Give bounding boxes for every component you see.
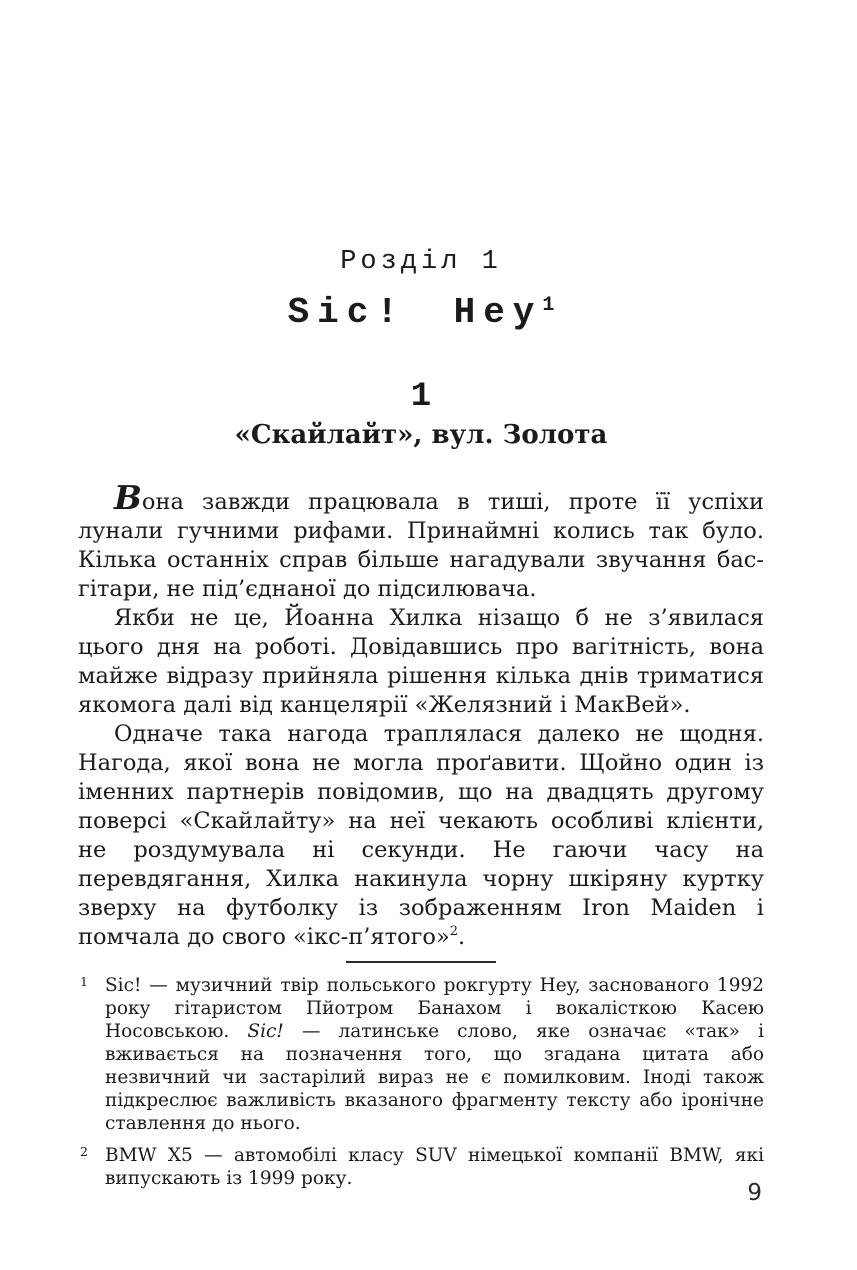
paragraph bbox=[78, 478, 764, 604]
paragraph-text-after-ref: . bbox=[458, 924, 466, 950]
footnote-italic-term: Sic! bbox=[247, 1021, 284, 1042]
page-number: 9 bbox=[747, 1180, 762, 1206]
footnote-separator bbox=[346, 961, 496, 963]
footnote-item bbox=[78, 1144, 764, 1190]
paragraph bbox=[78, 720, 764, 952]
paragraph-text: Одначе така нагода траплялася далеко не щодня. Нагода, якої вона не могла проґавити. Щойно один із іменних партнерів повідомив, що на двадцять другому поверсі «Скайлайту» на неї чекають особливі клієнти, не роздумувала ні секунди. Не гаючи часу на перевдягання, Хилка накинула чорну шкіряну куртку зверху на футболку із зображенням Iron Maiden і помчала до свого «ікс-п’ятого» bbox=[78, 721, 764, 950]
footnote-item bbox=[78, 974, 764, 1135]
footnote-reference: 2 bbox=[449, 924, 458, 939]
paragraph bbox=[78, 604, 764, 720]
footnote-text: Sic! — музичний твір польського рокгурту Hey, заснованого 1992 року гітаристом Пйотром Банахом і вокалісткою Касею Носовською. bbox=[105, 975, 764, 1042]
chapter-title bbox=[78, 292, 764, 334]
footnote-text: — латинське слово, яке означає «так» і вживається на позначення того, що згадана цитата або незвичний чи застарілий вираз не є помилковим. Іноді також підкреслює важливість вказаного фрагменту тексту або іронічне ставлення до нього. bbox=[105, 1021, 765, 1134]
chapter-title-text: Sic! Hey bbox=[287, 292, 543, 333]
chapter-title-footnote-ref: 1 bbox=[542, 294, 555, 317]
paragraph-text: она завжди працювала в тиші, проте її успіхи лунали гучними рифами. Принаймні колись так було. Кілька останніх справ більше нагадували звучання бас-гітари, не під’єднаної до підсилювача. bbox=[78, 489, 764, 602]
footnote-marker: 1 bbox=[80, 974, 88, 989]
footnote-text: BMW X5 — автомобілі класу SUV німецької компанії BMW, які випускають із 1999 року. bbox=[105, 1145, 764, 1189]
section-subtitle: «Скайлайт», вул. Золота bbox=[234, 420, 608, 450]
section-number: 1 bbox=[410, 378, 432, 416]
chapter-kicker: Розділ 1 bbox=[340, 247, 502, 277]
paragraph-text: Якби не це, Йоанна Хилка нізащо б не з’явилася цього дня на роботі. Довідавшись про вагітність, вона майже відразу прийняла рішення кілька днів триматися якомога далі від канцелярії «Желязний і МакВей». bbox=[78, 605, 764, 718]
paragraph-initial-letter: В bbox=[114, 478, 142, 517]
body-text bbox=[78, 478, 764, 952]
text-block bbox=[78, 0, 764, 1199]
footnotes bbox=[78, 974, 764, 1190]
footnote-marker: 2 bbox=[80, 1144, 88, 1159]
